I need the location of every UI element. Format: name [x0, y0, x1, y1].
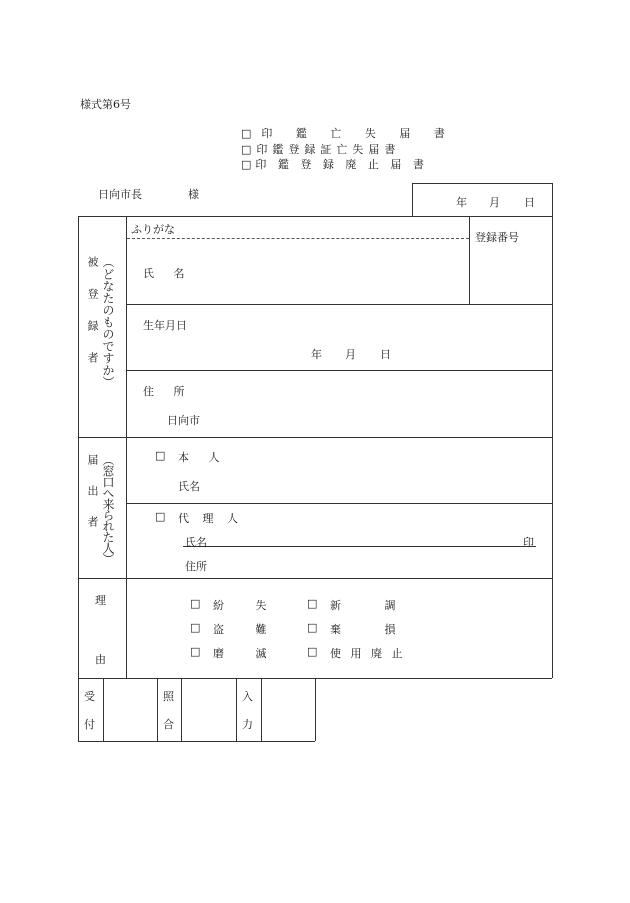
reason-label-theft: 盗 難: [213, 623, 281, 636]
office-receipt-bottom: 付: [84, 718, 95, 731]
reason-checkbox-theft[interactable]: □: [190, 621, 201, 634]
registrant-section-label: 被登録者: [86, 256, 99, 384]
name-field[interactable]: [127, 239, 469, 304]
registration-number-label: 登録番号: [475, 231, 519, 244]
reason-checkbox-damage[interactable]: □: [307, 621, 318, 634]
registration-number-field[interactable]: [470, 245, 552, 304]
reason-checkbox-discontinue[interactable]: □: [307, 645, 318, 658]
self-name-label: 氏名: [178, 480, 200, 493]
date-field[interactable]: [413, 184, 552, 216]
birthdate-label: 生年月日: [143, 319, 187, 332]
address-label: 住 所: [143, 385, 193, 398]
name-label: 氏 名: [143, 267, 193, 280]
office-entry-bottom: 力: [242, 718, 253, 731]
title-seal-loss: □印 鑑 亡 失 届 書: [241, 127, 455, 140]
agent-label: 代 理 人: [178, 512, 243, 525]
office-entry-top: 入: [242, 690, 253, 703]
reason-label-wear: 磨 滅: [213, 647, 281, 660]
honorific: 様: [188, 188, 199, 201]
title-card-loss: □印鑑登録証亡失届書: [241, 143, 401, 156]
agent-checkbox[interactable]: □: [155, 510, 166, 523]
reason-label-bottom: 由: [95, 653, 106, 666]
self-label: 本 人: [178, 451, 228, 464]
office-receipt-top: 受: [84, 690, 95, 703]
birth-month-label: 月: [345, 348, 356, 361]
birth-day-label: 日: [380, 348, 391, 361]
reason-label-new: 新 調: [330, 599, 416, 612]
agent-name-label: 氏名: [185, 536, 207, 549]
reason-checkbox-new[interactable]: □: [307, 597, 318, 610]
furigana-label: ふりがな: [131, 223, 175, 236]
addressee: 日向市長: [98, 188, 142, 201]
seal-mark: 印: [523, 536, 534, 549]
city-label: 日向市: [167, 414, 200, 427]
reason-label-damage: 棄 損: [330, 623, 416, 636]
applicant-section-label: 届出者: [86, 454, 99, 547]
agent-address-label: 住所: [185, 560, 207, 573]
reason-checkbox-wear[interactable]: □: [190, 645, 201, 658]
applicant-section-note: （窓口へ来られた人）: [101, 454, 115, 564]
date-day-label: 日: [524, 196, 535, 209]
office-check-top: 照: [163, 690, 174, 703]
date-year-label: 年: [456, 196, 467, 209]
reason-label-loss: 紛 失: [213, 599, 281, 612]
title-registration-cancel: □印 鑑 登 録 廃 止 届 書: [241, 158, 428, 171]
reason-label-discontinue: 使 用 廃 止: [330, 647, 406, 660]
date-month-label: 月: [489, 196, 500, 209]
form-number: 様式第6号: [80, 98, 131, 111]
birth-year-label: 年: [311, 348, 322, 361]
self-checkbox[interactable]: □: [155, 449, 166, 462]
reason-label-top: 理: [95, 594, 106, 607]
reason-checkbox-loss[interactable]: □: [190, 597, 201, 610]
office-check-bottom: 合: [163, 718, 174, 731]
registrant-section-note: （どなたのものですか）: [101, 256, 115, 388]
